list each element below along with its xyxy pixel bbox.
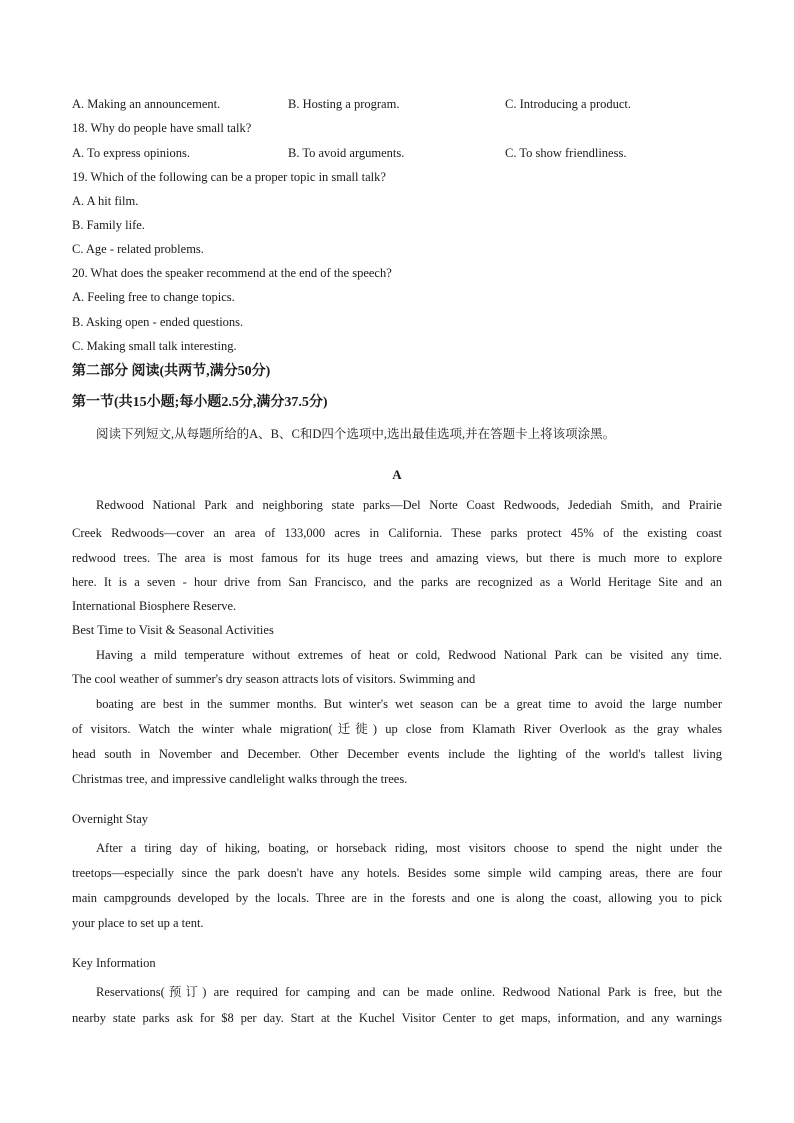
- section1-heading: 第一节(共15小题;每小题2.5分,满分37.5分): [72, 395, 328, 410]
- key-info-heading: Key Information: [72, 956, 156, 970]
- best-time-line: boating are best in the summer months. But winter's wet season can be a great time to avoid the large number: [96, 697, 722, 711]
- q20-question: 20. What does the speaker recommend at the end of the speech?: [72, 266, 392, 280]
- part2-heading: 第二部分 阅读(共两节,满分50分): [72, 364, 271, 379]
- best-time-heading: Best Time to Visit & Seasonal Activities: [72, 623, 274, 637]
- best-time-line: The cool weather of summer's dry season attracts lots of visitors. Swimming and: [72, 672, 476, 686]
- q20-option-c: C. Making small talk interesting.: [72, 339, 237, 353]
- intro-line: Redwood National Park and neighboring state parks—Del Norte Coast Redwoods, Jedediah Smith, and Prairie: [96, 498, 722, 512]
- q17-option-b: B. Hosting a program.: [288, 97, 400, 111]
- q18-option-a: A. To express opinions.: [72, 146, 190, 160]
- q19-option-a: A. A hit film.: [72, 194, 139, 208]
- key-info-line: nearby state parks ask for $8 per day. Start at the Kuchel Visitor Center to get maps, information, and any warnings: [72, 1011, 722, 1025]
- q17-option-c: C. Introducing a product.: [505, 97, 632, 111]
- overnight-line: main campgrounds developed by the locals. Three are in the forests and one is along the coast, allowing you to pick: [72, 891, 722, 905]
- q17-option-a: A. Making an announcement.: [72, 97, 221, 111]
- best-time-line: Having a mild temperature without extremes of heat or cold, Redwood National Park can be visited any time.: [96, 648, 722, 662]
- q20-option-b: B. Asking open - ended questions.: [72, 315, 244, 329]
- q19-option-c: C. Age - related problems.: [72, 242, 204, 256]
- best-time-line: head south in November and December. Other December events include the lighting of the world's tallest living: [72, 747, 722, 761]
- q18-question: 18. Why do people have small talk?: [72, 121, 252, 135]
- intro-line: here. It is a seven - hour drive from San Francisco, and the parks are recognized as a World Heritage Site and an: [72, 575, 722, 589]
- intro-line: International Biosphere Reserve.: [72, 599, 237, 613]
- best-time-line: Christmas tree, and impressive candlelight walks through the trees.: [72, 772, 408, 786]
- intro-line: redwood trees. The area is most famous for its huge trees and amazing views, but there is much more to explore: [72, 551, 722, 565]
- intro-line: Creek Redwoods—cover an area of 133,000 acres in California. These parks protect 45% of the existing coast: [72, 526, 722, 540]
- key-info-line: Reservations(预订) are required for camping and can be made online. Redwood National Park is free, but the: [96, 985, 722, 999]
- q19-question: 19. Which of the following can be a proper topic in small talk?: [72, 170, 386, 184]
- passage-label: A: [392, 467, 402, 482]
- overnight-line: treetops—especially since the park doesn't have any hotels. Besides some simple wild camping areas, there are four: [72, 866, 722, 880]
- overnight-line: your place to set up a tent.: [72, 916, 204, 930]
- q18-option-b: B. To avoid arguments.: [288, 146, 405, 160]
- q19-option-b: B. Family life.: [72, 218, 145, 232]
- q18-option-c: C. To show friendliness.: [505, 146, 627, 160]
- q20-option-a: A. Feeling free to change topics.: [72, 290, 235, 304]
- overnight-line: After a tiring day of hiking, boating, or horseback riding, most visitors choose to spend the night under the: [96, 841, 722, 855]
- instructions: 阅读下列短文,从每题所给的A、B、C和D四个选项中,选出最佳选项,并在答题卡上将该项涂黑。: [96, 427, 616, 441]
- best-time-line: of visitors. Watch the winter whale migration(迁徙) up close from Klamath River Overlook as the gray whales: [72, 722, 722, 736]
- overnight-heading: Overnight Stay: [72, 812, 149, 826]
